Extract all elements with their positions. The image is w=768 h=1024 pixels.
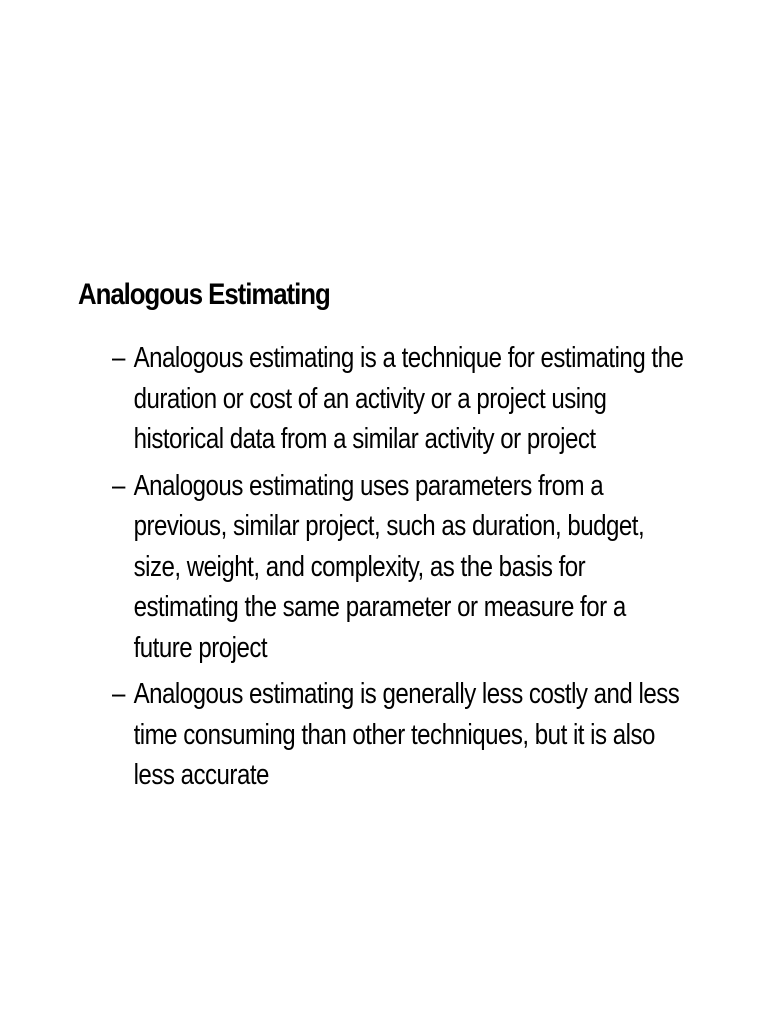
dash-bullet-icon: – [112, 678, 125, 710]
dash-bullet-icon: – [112, 342, 125, 374]
bullet-text: Analogous estimating is generally less costly and less time consuming than other techniques, but it is also less accurate [133, 678, 680, 791]
bullet-item [112, 338, 685, 460]
bullet-item [112, 674, 685, 796]
bullet-text: Analogous estimating is a technique for estimating the duration or cost of an activity or a project using historical data from a similar activity or project [133, 342, 684, 455]
slide-heading: Analogous Estimating [78, 278, 330, 311]
bullet-text: Analogous estimating uses parameters from a previous, similar project, such as duration, budget, size, weight, and complexity, as the basis for estimating the same parameter or measure for a future project [133, 469, 645, 664]
bullet-item [112, 466, 685, 669]
bullet-list [112, 338, 685, 802]
dash-bullet-icon: – [112, 469, 125, 502]
